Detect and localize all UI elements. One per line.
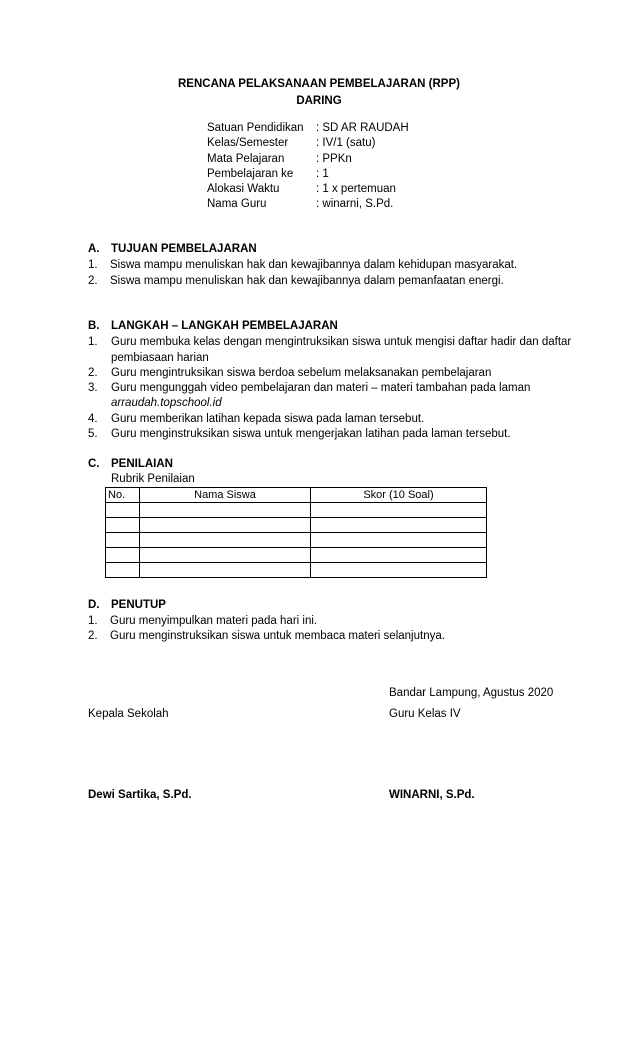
identity-value: : PPKn: [316, 153, 352, 165]
identity-value: : SD AR RAUDAH: [316, 122, 409, 134]
identity-label: Nama Guru: [207, 198, 267, 210]
identity-label: Satuan Pendidikan: [207, 122, 304, 134]
list-item: Guru memberikan latihan kepada siswa pada laman tersebut.: [111, 413, 425, 425]
table-cell: [140, 548, 311, 563]
identity-label: Kelas/Semester: [207, 137, 289, 149]
identity-value: : winarni, S.Pd.: [316, 198, 394, 210]
table-cell: [106, 503, 140, 518]
rubric-table: [105, 487, 487, 578]
table-cell: [106, 518, 140, 533]
section-heading: PENUTUP: [111, 599, 166, 611]
section-letter: C.: [88, 458, 100, 470]
list-item: Guru menginstruksikan siswa untuk membaca materi selanjutnya.: [110, 630, 445, 642]
identity-label: Mata Pelajaran: [207, 153, 285, 165]
identity-label: Alokasi Waktu: [207, 183, 280, 195]
section-heading: PENILAIAN: [111, 458, 173, 470]
table-cell: [311, 548, 487, 563]
identity-value: : IV/1 (satu): [316, 137, 376, 149]
list-number: 1.: [88, 336, 98, 348]
table-cell: [311, 563, 487, 578]
list-number: 2.: [88, 367, 98, 379]
list-item: Guru menginstruksikan siswa untuk mengerjakan latihan pada laman tersebut.: [111, 428, 511, 440]
table-cell: [106, 548, 140, 563]
identity-value: : 1: [316, 168, 329, 180]
table-cell: [140, 503, 311, 518]
column-header-nama: Nama Siswa: [140, 488, 311, 503]
table-row: [106, 533, 487, 548]
table-cell: [140, 563, 311, 578]
document-title: RENCANA PELAKSANAAN PEMBELAJARAN (RPP): [178, 78, 460, 90]
table-cell: [140, 518, 311, 533]
list-number: 4.: [88, 413, 98, 425]
section-heading: TUJUAN PEMBELAJARAN: [111, 243, 257, 255]
principal-role: Kepala Sekolah: [88, 708, 169, 720]
teacher-name: WINARNI, S.Pd.: [389, 789, 475, 801]
teacher-role: Guru Kelas IV: [389, 708, 461, 720]
section-letter: D.: [88, 599, 100, 611]
identity-value: : 1 x pertemuan: [316, 183, 396, 195]
identity-label: Pembelajaran ke: [207, 168, 294, 180]
principal-name: Dewi Sartika, S.Pd.: [88, 789, 192, 801]
list-number: 2.: [88, 275, 98, 287]
table-cell: [106, 533, 140, 548]
list-number: 3.: [88, 382, 98, 394]
table-header-row: [106, 488, 487, 503]
list-item: Guru mengunggah video pembelajaran dan materi – materi tambahan pada laman: [111, 382, 531, 394]
table-cell: [106, 563, 140, 578]
list-item: Guru mengintruksikan siswa berdoa sebelum melaksanakan pembelajaran: [111, 367, 492, 379]
table-row: [106, 563, 487, 578]
table-cell: [311, 518, 487, 533]
section-letter: A.: [88, 243, 100, 255]
section-heading: LANGKAH – LANGKAH PEMBELAJARAN: [111, 320, 338, 332]
table-cell: [311, 503, 487, 518]
rubric-title: Rubrik Penilaian: [111, 473, 195, 485]
list-item: Siswa mampu menuliskan hak dan kewajibannya dalam kehidupan masyarakat.: [110, 259, 518, 271]
table-cell: [140, 533, 311, 548]
list-item: Siswa mampu menuliskan hak dan kewajibannya dalam pemanfaatan energi.: [110, 275, 504, 287]
column-header-no: No.: [106, 488, 140, 503]
table-cell: [311, 533, 487, 548]
list-item: Guru menyimpulkan materi pada hari ini.: [110, 615, 318, 627]
list-number: 2.: [88, 630, 98, 642]
table-row: [106, 503, 487, 518]
list-item-link-text: arraudah.topschool.id: [111, 397, 222, 409]
section-letter: B.: [88, 320, 100, 332]
place-date: Bandar Lampung, Agustus 2020: [389, 687, 554, 699]
list-item: Guru membuka kelas dengan mengintruksikan siswa untuk mengisi daftar hadir dan daftar: [111, 336, 572, 348]
table-row: [106, 548, 487, 563]
list-number: 5.: [88, 428, 98, 440]
list-item-continuation: pembiasaan harian: [111, 352, 209, 364]
table-row: [106, 518, 487, 533]
document-subtitle: DARING: [296, 95, 342, 107]
list-number: 1.: [88, 259, 98, 271]
list-number: 1.: [88, 615, 98, 627]
column-header-skor: Skor (10 Soal): [311, 488, 487, 503]
